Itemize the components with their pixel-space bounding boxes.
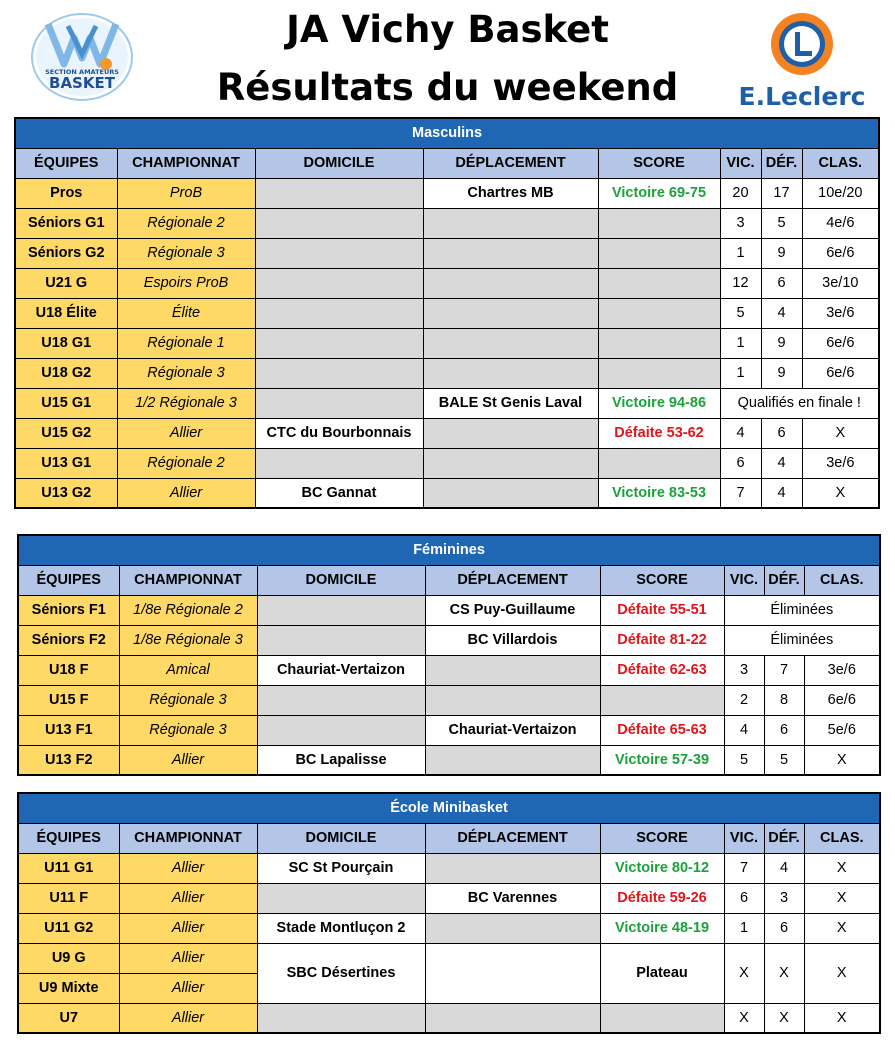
table-row — [18, 625, 880, 655]
championship-cell: Régionale 2 — [117, 208, 255, 238]
ja-vichy-logo — [30, 12, 134, 102]
home-cell — [255, 178, 423, 208]
wins-cell: 1 — [720, 358, 761, 388]
home-cell — [257, 1003, 425, 1033]
ranking-cell: 10e/20 — [802, 178, 879, 208]
svg-text:SECTION AMATEURS: SECTION AMATEURS — [45, 68, 119, 76]
col-equipes: ÉQUIPES — [18, 565, 119, 595]
ranking-cell: 6e/6 — [804, 685, 880, 715]
page-title: JA Vichy Basket — [286, 8, 609, 51]
away-cell — [423, 478, 598, 508]
home-cell: BC Lapalisse — [257, 745, 425, 775]
championship-cell: 1/2 Régionale 3 — [117, 388, 255, 418]
away-cell — [423, 298, 598, 328]
home-cell: CTC du Bourbonnais — [255, 418, 423, 448]
losses-cell: 7 — [764, 655, 804, 685]
col-score: SCORE — [600, 823, 724, 853]
losses-cell: X — [764, 943, 804, 1003]
championship-cell: Régionale 3 — [117, 358, 255, 388]
championship-cell: Régionale 3 — [119, 685, 257, 715]
away-cell — [425, 943, 600, 1003]
championship-cell: Allier — [119, 913, 257, 943]
away-cell: BC Villardois — [425, 625, 600, 655]
away-cell: BC Varennes — [425, 883, 600, 913]
col-def: DÉF. — [761, 148, 802, 178]
losses-cell: 4 — [764, 853, 804, 883]
table-row — [15, 418, 879, 448]
table-row — [18, 745, 880, 775]
score-cell — [598, 238, 720, 268]
ranking-cell: X — [804, 1003, 880, 1033]
home-cell: SC St Pourçain — [257, 853, 425, 883]
away-cell: Chauriat-Vertaizon — [425, 715, 600, 745]
wins-cell: X — [724, 1003, 764, 1033]
home-cell — [255, 238, 423, 268]
standing-note-cell: Qualifiés en finale ! — [720, 388, 879, 418]
away-cell — [423, 268, 598, 298]
ranking-cell: 3e/6 — [804, 655, 880, 685]
ranking-cell: X — [802, 418, 879, 448]
ranking-cell: X — [804, 883, 880, 913]
team-cell: U11 G1 — [18, 853, 119, 883]
ranking-cell: 6e/6 — [802, 358, 879, 388]
score-cell — [598, 448, 720, 478]
table-row — [15, 448, 879, 478]
col-clas: CLAS. — [804, 823, 880, 853]
section-title-ecole: École Minibasket — [18, 793, 880, 823]
away-cell: BALE St Genis Laval — [423, 388, 598, 418]
standing-note-cell: Éliminées — [724, 595, 880, 625]
home-cell: Stade Montluçon 2 — [257, 913, 425, 943]
team-cell: U18 G1 — [15, 328, 117, 358]
table-row — [15, 178, 879, 208]
away-cell — [425, 853, 600, 883]
home-cell — [255, 268, 423, 298]
losses-cell: 4 — [761, 298, 802, 328]
team-cell: U9 Mixte — [18, 973, 119, 1003]
section-title-masculins: Masculins — [15, 118, 879, 148]
score-cell: Défaite 62-63 — [600, 655, 724, 685]
table-row — [18, 685, 880, 715]
ranking-cell: 4e/6 — [802, 208, 879, 238]
table-row — [15, 328, 879, 358]
score-cell — [598, 298, 720, 328]
team-cell: Séniors G1 — [15, 208, 117, 238]
col-championnat: CHAMPIONNAT — [119, 565, 257, 595]
championship-cell: Allier — [119, 883, 257, 913]
col-vic: VIC. — [720, 148, 761, 178]
ranking-cell: X — [802, 478, 879, 508]
away-cell — [425, 1003, 600, 1033]
team-cell: U15 G2 — [15, 418, 117, 448]
losses-cell: 17 — [761, 178, 802, 208]
score-cell: Défaite 55-51 — [600, 595, 724, 625]
team-cell: U15 F — [18, 685, 119, 715]
championship-cell: ProB — [117, 178, 255, 208]
score-cell: Défaite 65-63 — [600, 715, 724, 745]
championship-cell: Régionale 2 — [117, 448, 255, 478]
team-cell: U15 G1 — [15, 388, 117, 418]
col-deplacement: DÉPLACEMENT — [423, 148, 598, 178]
away-cell — [423, 328, 598, 358]
feminines-table — [17, 534, 881, 776]
away-cell — [425, 745, 600, 775]
team-cell: U11 G2 — [18, 913, 119, 943]
table-row — [15, 208, 879, 238]
col-vic: VIC. — [724, 823, 764, 853]
team-cell: U7 — [18, 1003, 119, 1033]
table-row — [15, 238, 879, 268]
away-cell: CS Puy-Guillaume — [425, 595, 600, 625]
wins-cell: 1 — [720, 238, 761, 268]
leclerc-wordmark: E.Leclerc — [738, 82, 866, 111]
championship-cell: Élite — [117, 298, 255, 328]
table-row — [18, 883, 880, 913]
table-row — [18, 655, 880, 685]
ranking-cell: 3e/6 — [802, 298, 879, 328]
table-row — [18, 1003, 880, 1033]
table-row — [15, 298, 879, 328]
table-row — [15, 478, 879, 508]
team-cell: U9 G — [18, 943, 119, 973]
table-row — [18, 853, 880, 883]
score-cell: Défaite 53-62 — [598, 418, 720, 448]
home-cell — [257, 883, 425, 913]
championship-cell: Allier — [119, 745, 257, 775]
home-cell — [255, 358, 423, 388]
column-header-row — [18, 565, 880, 595]
ranking-cell: X — [804, 943, 880, 1003]
losses-cell: 4 — [761, 478, 802, 508]
ranking-cell: 6e/6 — [802, 238, 879, 268]
wins-cell: 20 — [720, 178, 761, 208]
table-row — [15, 358, 879, 388]
page-subtitle: Résultats du weekend — [216, 66, 679, 109]
ranking-cell: X — [804, 853, 880, 883]
score-cell: Victoire 94-86 — [598, 388, 720, 418]
section-title-feminines: Féminines — [18, 535, 880, 565]
losses-cell: 5 — [764, 745, 804, 775]
losses-cell: 9 — [761, 238, 802, 268]
ranking-cell: 3e/10 — [802, 268, 879, 298]
home-cell: BC Gannat — [255, 478, 423, 508]
ranking-cell: 5e/6 — [804, 715, 880, 745]
home-cell — [257, 595, 425, 625]
column-header-row — [15, 148, 879, 178]
losses-cell: 5 — [761, 208, 802, 238]
losses-cell: 3 — [764, 883, 804, 913]
team-cell: U21 G — [15, 268, 117, 298]
home-cell — [257, 625, 425, 655]
col-championnat: CHAMPIONNAT — [117, 148, 255, 178]
team-cell: Séniors F1 — [18, 595, 119, 625]
table-row — [15, 388, 879, 418]
ranking-cell: 3e/6 — [802, 448, 879, 478]
away-cell — [425, 685, 600, 715]
score-cell — [598, 208, 720, 238]
losses-cell: 6 — [761, 268, 802, 298]
home-cell — [255, 388, 423, 418]
wins-cell: X — [724, 943, 764, 1003]
championship-cell: Allier — [119, 853, 257, 883]
col-domicile: DOMICILE — [257, 565, 425, 595]
table-row — [18, 595, 880, 625]
away-cell — [423, 208, 598, 238]
score-cell: Défaite 59-26 — [600, 883, 724, 913]
championship-cell: Espoirs ProB — [117, 268, 255, 298]
score-cell — [598, 358, 720, 388]
score-cell: Victoire 80-12 — [600, 853, 724, 883]
championship-cell: Régionale 3 — [117, 238, 255, 268]
col-equipes: ÉQUIPES — [15, 148, 117, 178]
col-domicile: DOMICILE — [255, 148, 423, 178]
page-header — [0, 0, 895, 118]
championship-cell: Allier — [119, 973, 257, 1003]
ecole-minibasket-table — [17, 792, 881, 1034]
losses-cell: X — [764, 1003, 804, 1033]
team-cell: U11 F — [18, 883, 119, 913]
ranking-cell: X — [804, 745, 880, 775]
col-score: SCORE — [598, 148, 720, 178]
team-cell: U13 F1 — [18, 715, 119, 745]
team-cell: U13 F2 — [18, 745, 119, 775]
col-deplacement: DÉPLACEMENT — [425, 565, 600, 595]
table-row — [18, 913, 880, 943]
col-domicile: DOMICILE — [257, 823, 425, 853]
championship-cell: Allier — [117, 478, 255, 508]
score-cell — [600, 685, 724, 715]
score-cell: Défaite 81-22 — [600, 625, 724, 655]
col-equipes: ÉQUIPES — [18, 823, 119, 853]
col-deplacement: DÉPLACEMENT — [425, 823, 600, 853]
wins-cell: 6 — [720, 448, 761, 478]
team-cell: U18 F — [18, 655, 119, 685]
wins-cell: 5 — [720, 298, 761, 328]
championship-cell: Allier — [119, 1003, 257, 1033]
team-cell: Séniors F2 — [18, 625, 119, 655]
score-cell — [600, 1003, 724, 1033]
table-row — [18, 943, 880, 973]
ranking-cell: 6e/6 — [802, 328, 879, 358]
table-row — [18, 715, 880, 745]
away-cell — [425, 655, 600, 685]
wins-cell: 4 — [724, 715, 764, 745]
championship-cell: Régionale 3 — [119, 715, 257, 745]
losses-cell: 9 — [761, 358, 802, 388]
team-cell: U18 Élite — [15, 298, 117, 328]
col-championnat: CHAMPIONNAT — [119, 823, 257, 853]
wins-cell: 3 — [720, 208, 761, 238]
championship-cell: Allier — [117, 418, 255, 448]
masculins-table — [14, 117, 880, 509]
wins-cell: 12 — [720, 268, 761, 298]
team-cell: U18 G2 — [15, 358, 117, 388]
column-header-row — [18, 823, 880, 853]
away-cell — [423, 448, 598, 478]
leclerc-logo — [733, 10, 871, 110]
wins-cell: 6 — [724, 883, 764, 913]
losses-cell: 4 — [761, 448, 802, 478]
losses-cell: 6 — [761, 418, 802, 448]
away-cell — [423, 358, 598, 388]
team-cell: U13 G2 — [15, 478, 117, 508]
home-cell: Chauriat-Vertaizon — [257, 655, 425, 685]
home-cell: SBC Désertines — [257, 943, 425, 1003]
wins-cell: 4 — [720, 418, 761, 448]
home-cell — [257, 685, 425, 715]
col-vic: VIC. — [724, 565, 764, 595]
score-cell — [598, 328, 720, 358]
table-row — [15, 268, 879, 298]
losses-cell: 6 — [764, 913, 804, 943]
championship-cell: 1/8e Régionale 3 — [119, 625, 257, 655]
losses-cell: 8 — [764, 685, 804, 715]
score-cell — [598, 268, 720, 298]
col-clas: CLAS. — [804, 565, 880, 595]
team-cell: Séniors G2 — [15, 238, 117, 268]
svg-text:BASKET: BASKET — [49, 74, 115, 92]
team-cell: Pros — [15, 178, 117, 208]
away-cell — [425, 913, 600, 943]
leclerc-l-icon — [733, 10, 871, 82]
home-cell — [257, 715, 425, 745]
championship-cell: Amical — [119, 655, 257, 685]
wins-cell: 5 — [724, 745, 764, 775]
wins-cell: 1 — [724, 913, 764, 943]
col-clas: CLAS. — [802, 148, 879, 178]
score-cell: Plateau — [600, 943, 724, 1003]
home-cell — [255, 448, 423, 478]
col-def: DÉF. — [764, 565, 804, 595]
wins-cell: 3 — [724, 655, 764, 685]
championship-cell: Allier — [119, 943, 257, 973]
team-cell: U13 G1 — [15, 448, 117, 478]
losses-cell: 6 — [764, 715, 804, 745]
home-cell — [255, 298, 423, 328]
col-def: DÉF. — [764, 823, 804, 853]
col-score: SCORE — [600, 565, 724, 595]
away-cell — [423, 418, 598, 448]
losses-cell: 9 — [761, 328, 802, 358]
away-cell — [423, 238, 598, 268]
score-cell: Victoire 57-39 — [600, 745, 724, 775]
wins-cell: 7 — [720, 478, 761, 508]
championship-cell: Régionale 1 — [117, 328, 255, 358]
away-cell: Chartres MB — [423, 178, 598, 208]
ranking-cell: X — [804, 913, 880, 943]
wins-cell: 2 — [724, 685, 764, 715]
score-cell: Victoire 83-53 — [598, 478, 720, 508]
home-cell — [255, 208, 423, 238]
home-cell — [255, 328, 423, 358]
standing-note-cell: Éliminées — [724, 625, 880, 655]
wins-cell: 7 — [724, 853, 764, 883]
score-cell: Victoire 69-75 — [598, 178, 720, 208]
championship-cell: 1/8e Régionale 2 — [119, 595, 257, 625]
wins-cell: 1 — [720, 328, 761, 358]
score-cell: Victoire 48-19 — [600, 913, 724, 943]
